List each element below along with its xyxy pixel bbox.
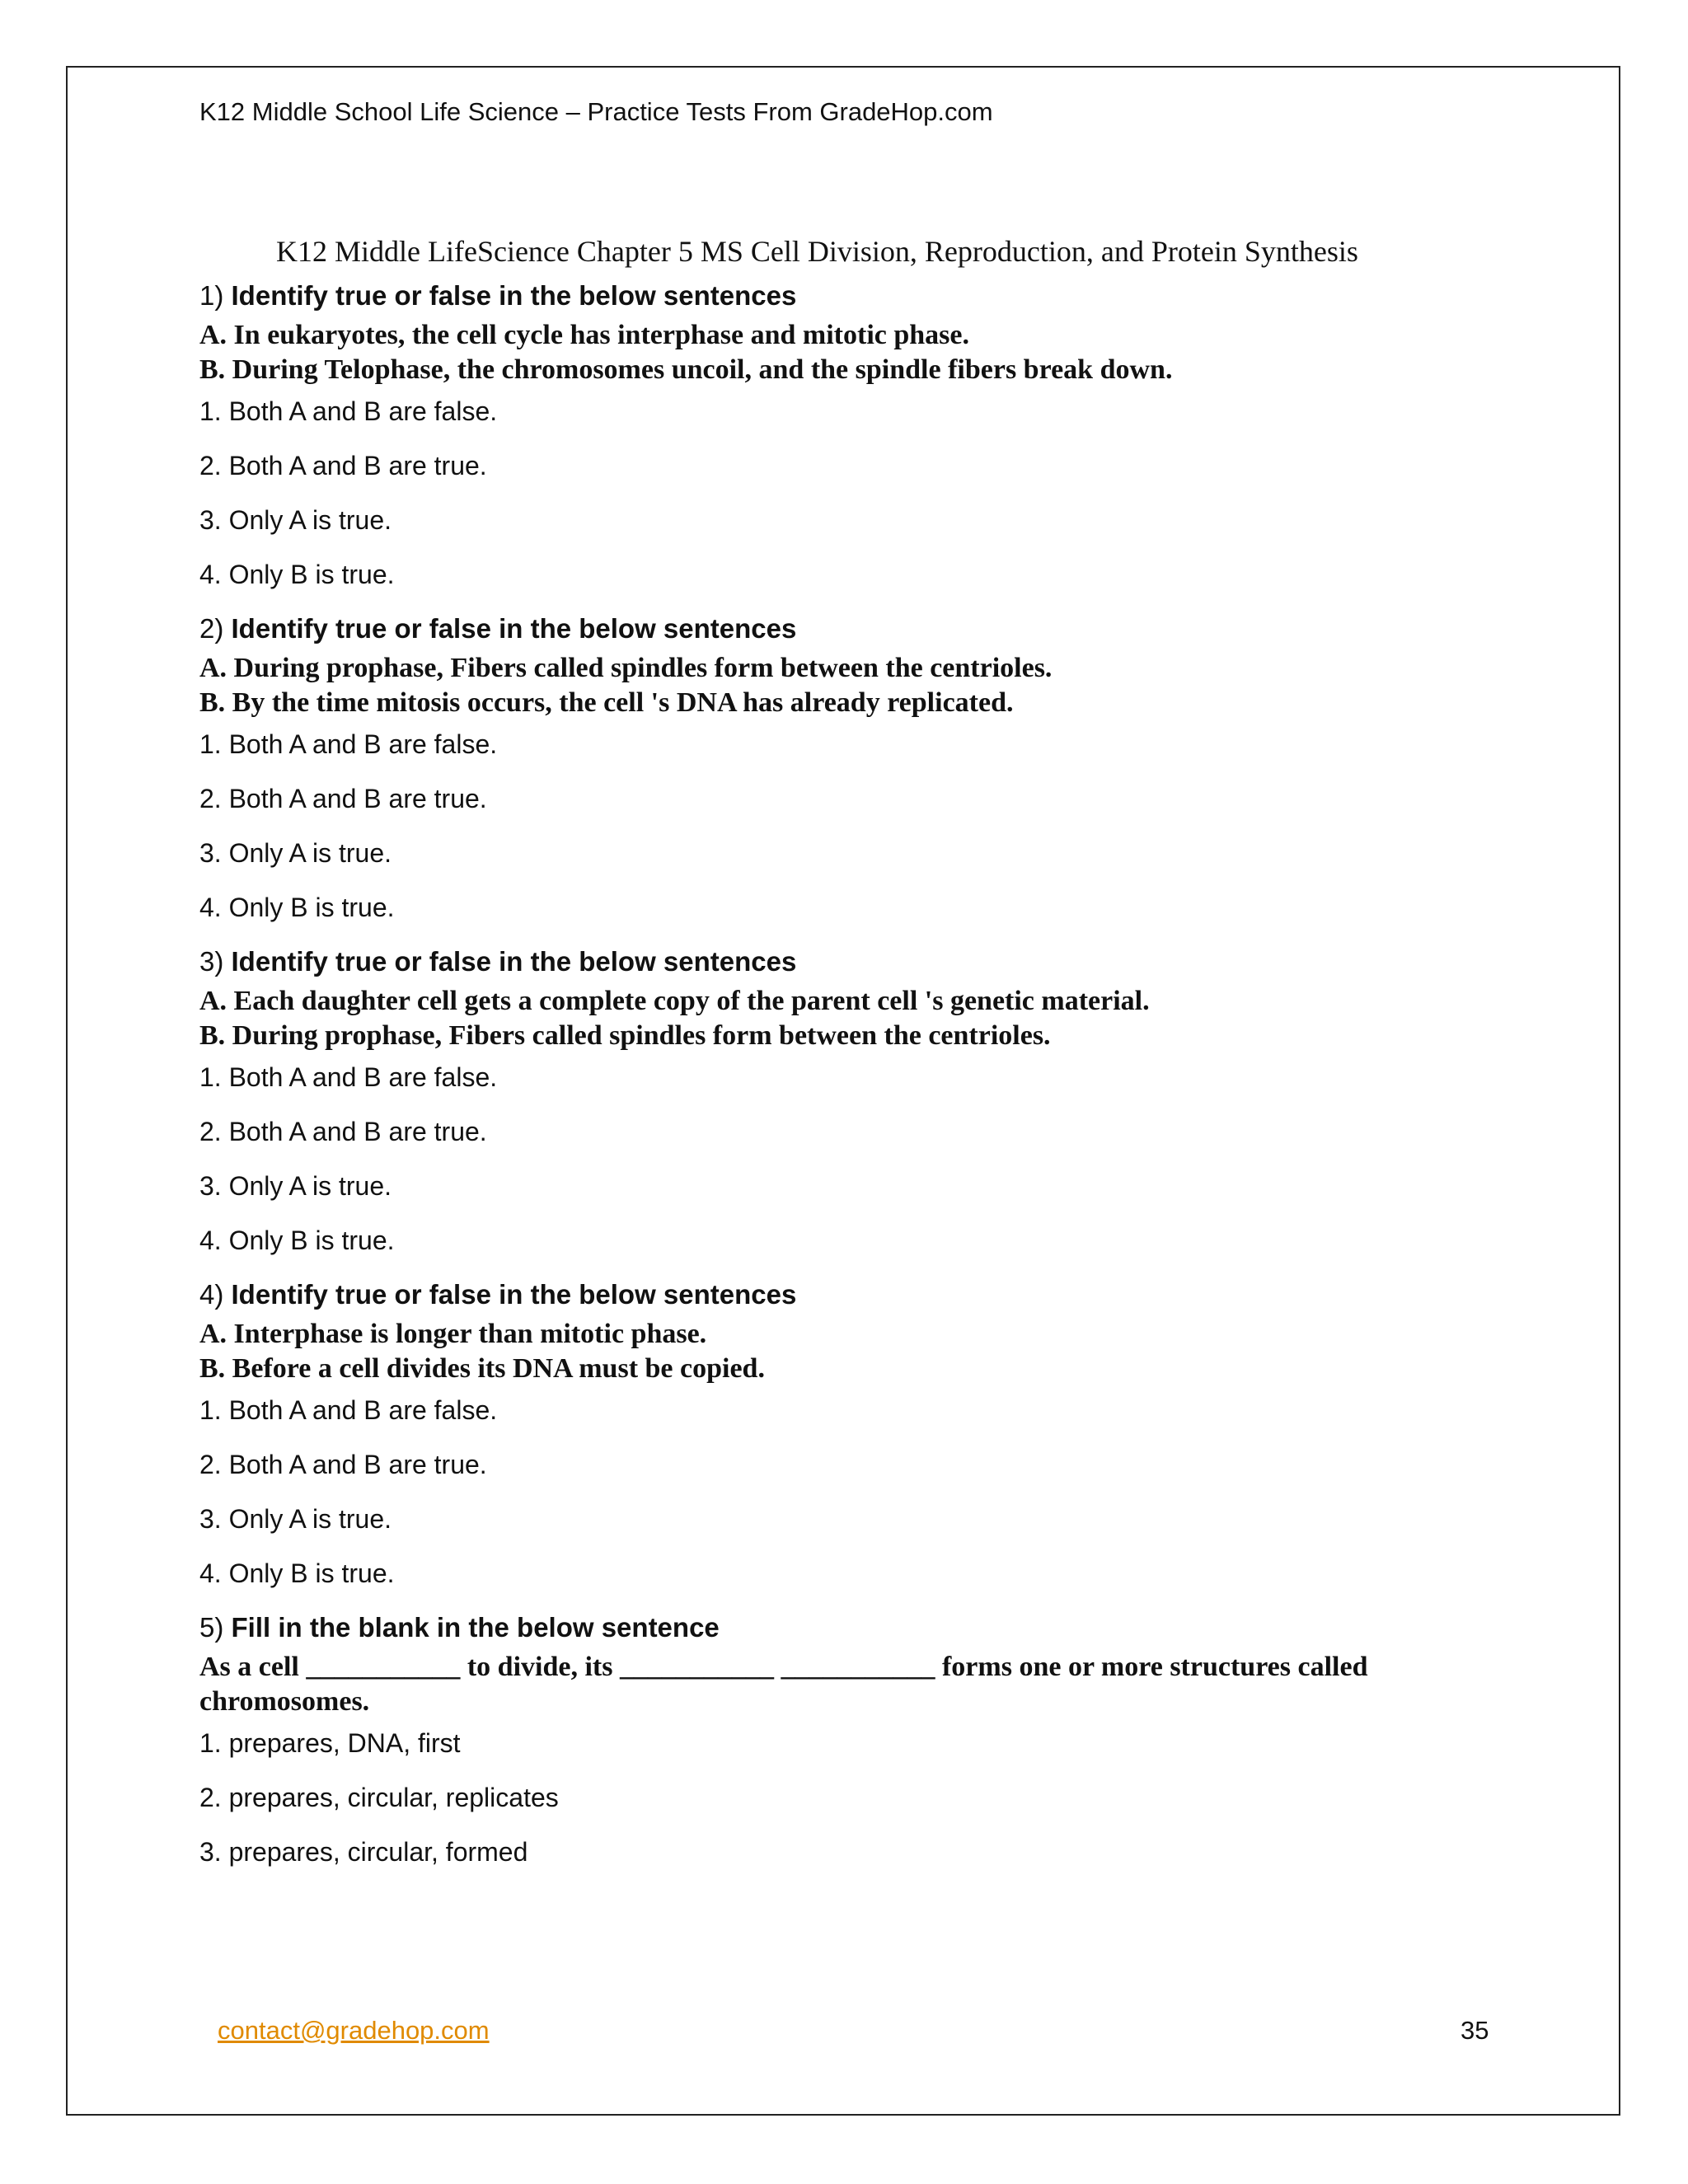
question-heading [199,277,1502,315]
question-3 [199,943,1502,1276]
answer-option[interactable]: 2. prepares, circular, replicates [199,1783,559,1812]
fill-in-blank-sentence: As a cell ___________ to divide, its ___________ ___________ forms one or more structures called chromosomes. [199,1652,1368,1717]
answer-option[interactable]: 1. prepares, DNA, first [199,1728,461,1758]
answer-option[interactable]: 4. Only B is true. [199,893,395,922]
statement-b: B. By the time mitosis occurs, the cell 's DNA has already replicated. [199,687,1014,718]
page-number: 35 [1461,2016,1489,2045]
answer-option[interactable]: 2. Both A and B are true. [199,1117,487,1146]
statement-block [199,984,1502,1053]
statement-a: A. Interphase is longer than mitotic phase. [199,1319,707,1349]
answer-option[interactable]: 4. Only B is true. [199,1226,395,1255]
question-prompt: Fill in the blank in the below sentence [231,1612,720,1643]
question-number: 2) [199,613,224,644]
question-heading [199,610,1502,648]
question-prompt: Identify true or false in the below sentences [231,1279,797,1310]
answer-option[interactable]: 3. Only A is true. [199,1171,392,1201]
question-number: 5) [199,1612,224,1643]
answer-option[interactable]: 3. Only A is true. [199,505,392,535]
document-title: K12 Middle LifeScience Chapter 5 MS Cell Division, Reproduction, and Protein Synthesis [276,235,1358,268]
answer-option[interactable]: 1. Both A and B are false. [199,396,498,426]
statement-block [199,318,1502,387]
statement-a: A. Each daughter cell gets a complete copy of the parent cell 's genetic material. [199,986,1150,1016]
answer-option[interactable]: 2. Both A and B are true. [199,784,487,813]
contact-email-link[interactable]: contact@gradehop.com [218,2016,490,2045]
answer-option[interactable]: 3. Only A is true. [199,838,392,868]
question-number: 1) [199,280,224,311]
answer-option[interactable]: 1. Both A and B are false. [199,1062,498,1092]
statement-a: A. During prophase, Fibers called spindles form between the centrioles. [199,653,1053,683]
statement-b: B. Before a cell divides its DNA must be copied. [199,1353,765,1384]
question-heading [199,943,1502,981]
statement-b: B. During Telophase, the chromosomes uncoil, and the spindle fibers break down. [199,354,1173,385]
answer-option[interactable]: 4. Only B is true. [199,560,395,589]
question-prompt: Identify true or false in the below sentences [231,946,797,977]
answer-option[interactable]: 3. Only A is true. [199,1504,392,1534]
answer-option[interactable]: 1. Both A and B are false. [199,729,498,759]
statement-a: A. In eukaryotes, the cell cycle has interphase and mitotic phase. [199,320,970,350]
question-heading [199,1609,1502,1647]
question-number: 3) [199,946,224,977]
questions-container [199,277,1502,1887]
question-number: 4) [199,1279,224,1310]
question-prompt: Identify true or false in the below sentences [231,280,797,311]
question-2 [199,610,1502,943]
answer-option[interactable]: 3. prepares, circular, formed [199,1837,528,1867]
statement-b: B. During prophase, Fibers called spindles form between the centrioles. [199,1020,1051,1051]
answer-option[interactable]: 1. Both A and B are false. [199,1395,498,1425]
statement-block [199,1317,1502,1386]
question-prompt: Identify true or false in the below sentences [231,613,797,644]
statement-block [199,651,1502,720]
answer-option[interactable]: 4. Only B is true. [199,1558,395,1588]
question-1 [199,277,1502,610]
question-heading [199,1276,1502,1314]
answer-option[interactable]: 2. Both A and B are true. [199,451,487,480]
question-4 [199,1276,1502,1609]
answer-option[interactable]: 2. Both A and B are true. [199,1450,487,1479]
page-header: K12 Middle School Life Science – Practice Tests From GradeHop.com [199,97,993,126]
statement-block [199,1650,1502,1719]
question-5 [199,1609,1502,1887]
